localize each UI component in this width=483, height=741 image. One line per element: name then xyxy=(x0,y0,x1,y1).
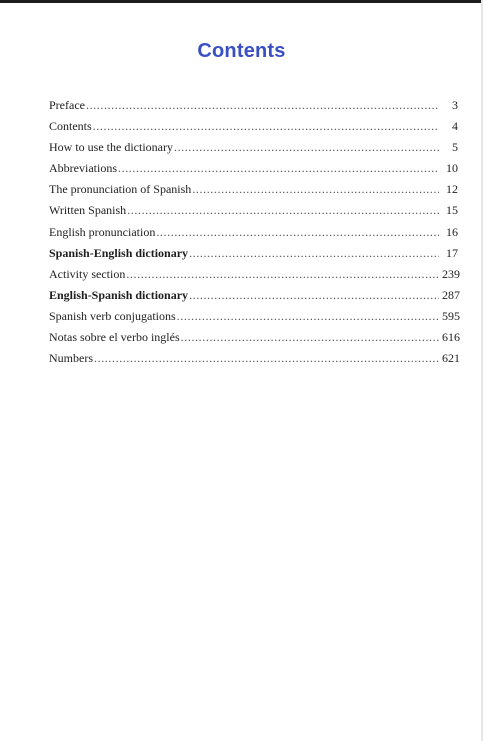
toc-entry-verb-conjugations[interactable] xyxy=(49,309,458,330)
toc-entry-title: Notas sobre el verbo inglés xyxy=(49,330,180,345)
toc-entry-page: 239 xyxy=(442,266,460,281)
toc-entry-title: Abbreviations xyxy=(49,161,117,176)
toc-entry-title: Spanish verb conjugations xyxy=(49,308,176,323)
toc-dot-leader xyxy=(181,330,439,345)
toc-dot-leader xyxy=(189,246,439,261)
toc-entry-title: Spanish-English dictionary xyxy=(49,245,189,260)
toc-dot-leader xyxy=(93,119,439,134)
toc-entry-title: Preface xyxy=(49,98,85,112)
toc-entry-title: Written Spanish xyxy=(49,203,127,218)
toc-dot-leader xyxy=(192,182,439,197)
toc-entry-english-pronunciation[interactable] xyxy=(49,225,458,246)
page-top-edge xyxy=(0,0,483,3)
toc-entry-title: Numbers xyxy=(49,351,93,366)
toc-entry-english-spanish-dictionary[interactable] xyxy=(49,288,458,309)
toc-entry-activity-section[interactable] xyxy=(49,267,458,288)
toc-dot-leader xyxy=(86,98,439,113)
toc-entry-written-spanish[interactable] xyxy=(49,203,458,224)
toc-entry-notas-verbo-ingles[interactable] xyxy=(49,330,458,351)
toc-dot-leader xyxy=(118,161,439,176)
toc-entry-page: 5 xyxy=(452,140,458,155)
toc-entry-page: 616 xyxy=(442,330,460,345)
toc-entry-abbreviations[interactable] xyxy=(49,161,458,182)
toc-entry-preface[interactable] xyxy=(49,98,458,119)
toc-entry-page: 12 xyxy=(446,182,458,197)
toc-entry-title: How to use the dictionary xyxy=(49,140,173,155)
toc-entry-title: Activity section xyxy=(49,266,126,281)
page-title: Contents xyxy=(197,40,286,62)
table-of-contents xyxy=(49,98,458,372)
toc-entry-contents[interactable] xyxy=(49,119,458,140)
toc-entry-page: 10 xyxy=(446,161,458,176)
toc-dot-leader xyxy=(177,309,439,324)
toc-entry-pronunciation-spanish[interactable] xyxy=(49,182,458,203)
toc-entry-title: English pronunciation xyxy=(49,224,156,239)
toc-entry-spanish-english-dictionary[interactable] xyxy=(49,246,458,267)
toc-entry-page: 16 xyxy=(446,224,458,239)
toc-dot-leader xyxy=(94,351,439,366)
toc-entry-how-to-use[interactable] xyxy=(49,140,458,161)
toc-entry-page: 595 xyxy=(442,308,460,323)
toc-entry-page: 287 xyxy=(442,287,460,302)
toc-dot-leader xyxy=(189,288,439,303)
toc-entry-page: 621 xyxy=(442,351,460,366)
toc-dot-leader xyxy=(156,225,439,240)
toc-dot-leader xyxy=(127,203,439,218)
toc-entry-page: 4 xyxy=(452,119,458,134)
toc-entry-title: English-Spanish dictionary xyxy=(49,287,189,302)
toc-entry-numbers[interactable] xyxy=(49,351,458,372)
toc-entry-title: Contents xyxy=(49,119,92,134)
toc-entry-page: 15 xyxy=(446,203,458,218)
toc-dot-leader xyxy=(126,267,439,282)
toc-entry-page: 17 xyxy=(446,245,458,260)
toc-entry-title: The pronunciation of Spanish xyxy=(49,182,192,197)
toc-entry-page: 3 xyxy=(452,98,458,112)
toc-dot-leader xyxy=(174,140,439,155)
